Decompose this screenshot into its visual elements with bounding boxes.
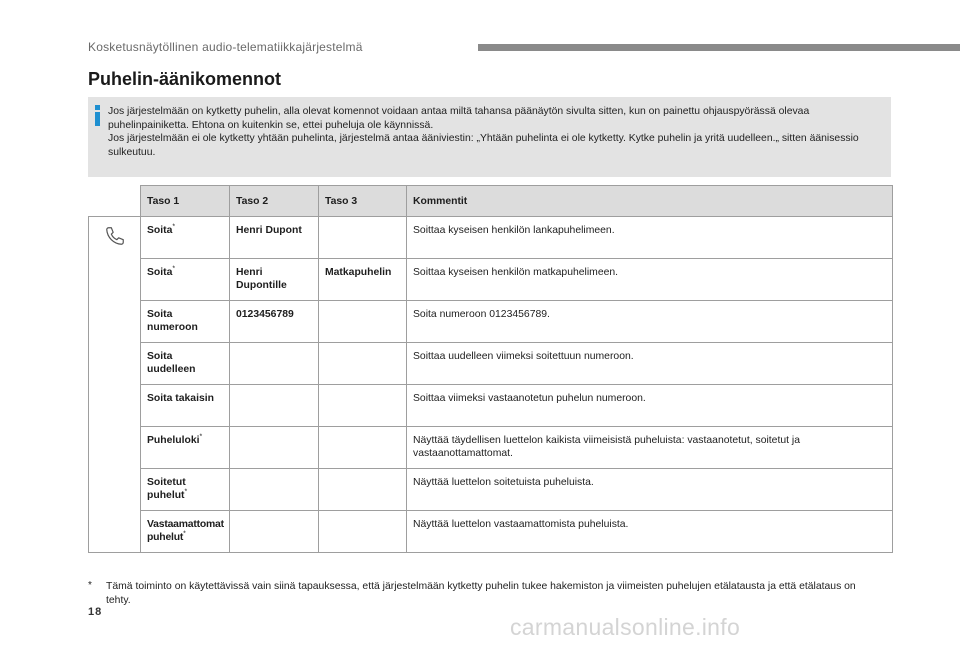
cell-level-3: [319, 217, 407, 259]
cell-level-2: [230, 469, 319, 511]
table-header-row: [89, 186, 893, 217]
page-number: 18: [88, 606, 103, 618]
header-comments: Kommentit: [407, 186, 893, 217]
table-row: [89, 469, 893, 511]
info-icon: [94, 105, 102, 127]
page-title: Puhelin-äänikomennot: [88, 69, 282, 89]
table-row: [89, 259, 893, 301]
icon-cell: [89, 217, 141, 553]
info-text: [108, 105, 878, 159]
cell-comment: Soittaa kyseisen henkilön matkapuhelimeen.: [407, 259, 893, 301]
cell-level-1: Soitetut puhelut*: [141, 469, 230, 511]
table-row: [89, 427, 893, 469]
phone-handset-icon: [104, 225, 126, 247]
cell-level-3: [319, 511, 407, 553]
info-box: [88, 97, 891, 177]
running-title: Kosketusnäytöllinen audio-telematiikkajärjestelmä: [88, 40, 363, 54]
header-level-1: Taso 1: [141, 186, 230, 217]
cell-level-1: Soita numeroon: [141, 301, 230, 343]
info-paragraph-1: Jos järjestelmään on kytketty puhelin, alla olevat komennot voidaan antaa miltä tahansa päänäytön sivulta sitten, kun on painettu ohjauspyörässä olevaa puhelinpainiketta. Ehtona on kuitenkin se, ettei puheluja ole käynnissä.: [108, 106, 810, 131]
cell-level-2: [230, 511, 319, 553]
table-row: [89, 385, 893, 427]
table-row: [89, 301, 893, 343]
cell-comment: Näyttää luettelon vastaamattomista puheluista.: [407, 511, 893, 553]
cell-comment: Näyttää täydellisen luettelon kaikista viimeisistä puheluista: vastaanotetut, soitetut ja vastaanottamattomat.: [407, 427, 893, 469]
header-level-2: Taso 2: [230, 186, 319, 217]
cell-level-3: [319, 427, 407, 469]
table-row: [89, 511, 893, 553]
table-row: [89, 217, 893, 259]
cell-comment: Soittaa uudelleen viimeksi soitettuun numeroon.: [407, 343, 893, 385]
watermark: carmanualsonline.info: [510, 614, 741, 640]
info-paragraph-2: Jos järjestelmään ei ole kytketty yhtään puhelinta, järjestelmä antaa ääniviestin: „Yhtään puhelinta ei ole kytketty. Kytke puhelin ja yritä uudelleen.„ sitten äänisessio sulkeutuu.: [108, 133, 859, 158]
cell-level-3: Matkapuhelin: [319, 259, 407, 301]
cell-comment: Soita numeroon 0123456789.: [407, 301, 893, 343]
cell-level-2: Henri Dupontille: [230, 259, 319, 301]
footnote-marker: *: [88, 580, 92, 591]
header-bar: [478, 44, 960, 51]
cell-comment: Näyttää luettelon soitetuista puheluista.: [407, 469, 893, 511]
footnote: [88, 580, 878, 607]
cell-level-2: 0123456789: [230, 301, 319, 343]
cell-level-2: [230, 427, 319, 469]
header-level-3: Taso 3: [319, 186, 407, 217]
cell-level-1: Puheluloki*: [141, 427, 230, 469]
cell-level-2: Henri Dupont: [230, 217, 319, 259]
cell-level-2: [230, 385, 319, 427]
cell-level-3: [319, 343, 407, 385]
cell-level-1: Vastaamattomat puhelut*: [141, 511, 230, 553]
cell-comment: Soittaa kyseisen henkilön lankapuhelimeen.: [407, 217, 893, 259]
cell-level-3: [319, 385, 407, 427]
cell-level-1: Soita uudelleen: [141, 343, 230, 385]
cell-level-3: [319, 469, 407, 511]
cell-comment: Soittaa viimeksi vastaanotetun puhelun numeroon.: [407, 385, 893, 427]
footnote-text: Tämä toiminto on käytettävissä vain siinä tapauksessa, että järjestelmään kytketty puhelin tukee hakemiston ja viimeisten puhelujen etälatausta ja että etälataus on tehty.: [106, 581, 856, 606]
cell-level-2: [230, 343, 319, 385]
cell-level-1: Soita takaisin: [141, 385, 230, 427]
table-row: [89, 343, 893, 385]
cell-level-1: Soita*: [141, 259, 230, 301]
cell-level-1: Soita*: [141, 217, 230, 259]
cell-level-3: [319, 301, 407, 343]
voice-command-table: [88, 185, 893, 553]
